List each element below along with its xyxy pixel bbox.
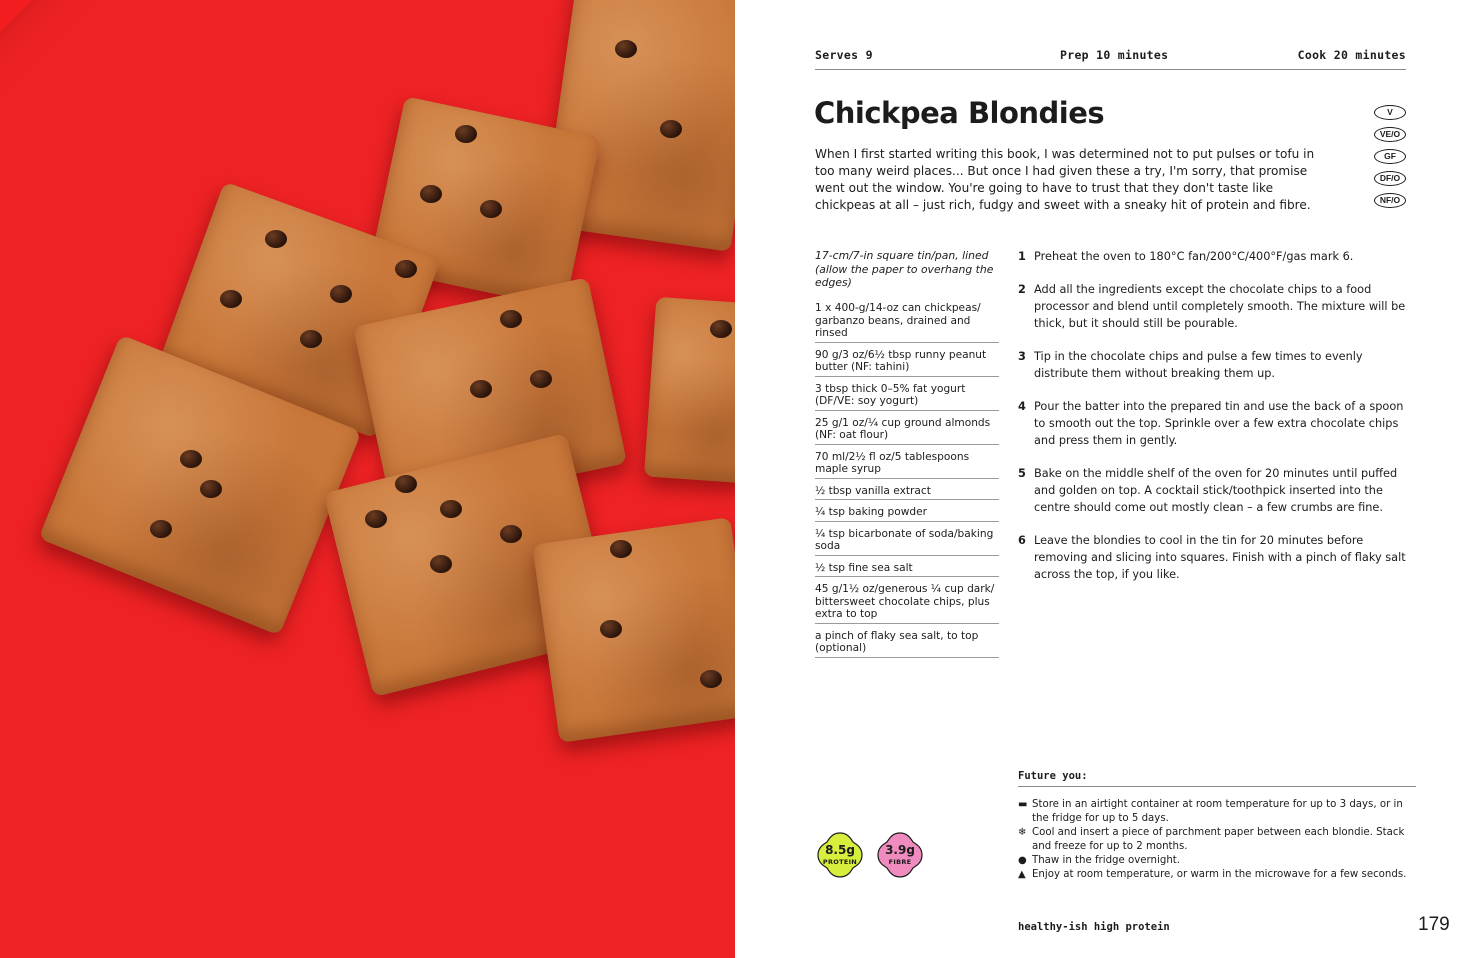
method-steps [1018, 248, 1408, 583]
chocolate-chip [420, 185, 442, 203]
step-number: 2 [1018, 283, 1026, 296]
chocolate-chip [330, 285, 352, 303]
chocolate-chip [430, 555, 452, 573]
step-number: 4 [1018, 400, 1026, 413]
container-icon: ▬ [1018, 799, 1028, 810]
thawing-tip [1018, 854, 1418, 868]
thawing-tip-text: Thaw in the fridge overnight. [1032, 855, 1181, 866]
chocolate-chip [440, 500, 462, 518]
fibre-value: 3.9g [885, 843, 915, 857]
snowflake-icon: ❄ [1018, 827, 1027, 838]
chocolate-chip [265, 230, 287, 248]
chocolate-chip [300, 330, 322, 348]
diet-badges [1374, 105, 1406, 215]
ingredient-item: 70 ml/2½ fl oz/5 tablespoons maple syrup [815, 449, 999, 479]
chocolate-chip [530, 370, 552, 388]
chocolate-chip [150, 520, 172, 538]
ingredient-item: 3 tbsp thick 0–5% fat yogurt (DF/VE: soy yogurt) [815, 381, 999, 411]
step-text: Tip in the chocolate chips and pulse a few times to evenly distribute them without breaking them up. [1034, 350, 1363, 380]
chocolate-chip [500, 525, 522, 543]
protein-badge [815, 830, 865, 880]
chocolate-chip [395, 475, 417, 493]
chocolate-chip [365, 510, 387, 528]
chocolate-chip [180, 450, 202, 468]
fibre-label: FIBRE [888, 858, 912, 866]
chocolate-chip [455, 125, 477, 143]
ingredient-item: 1 x 400-g/14-oz can chickpeas/ garbanzo beans, drained and rinsed [815, 300, 999, 343]
method-step [1018, 248, 1408, 265]
page-number: 179 [1418, 914, 1450, 935]
diet-badge-vegetarian: V [1374, 105, 1406, 120]
step-text: Leave the blondies to cool in the tin for 20 minutes before removing and slicing into squares. Finish with a pinch of flaky salt across the top, if you like. [1034, 534, 1406, 581]
equipment-note: 17-cm/7-in square tin/pan, lined (allow the paper to overhang the edges) [815, 249, 994, 289]
chocolate-chip [615, 40, 637, 58]
step-number: 5 [1018, 467, 1026, 480]
freezing-tip-text: Cool and insert a piece of parchment paper between each blondie. Stack and freeze for up to 2 months. [1032, 827, 1405, 852]
serves-label: Serves 9 [815, 48, 873, 62]
cook-time-label: Cook 20 minutes [1297, 48, 1406, 62]
step-text: Add all the ingredients except the chocolate chips to a food processor and blend until completely smooth. The mixture will be thick, but it should still be pourable. [1034, 283, 1406, 330]
storage-tip [1018, 798, 1418, 826]
method-step [1018, 465, 1408, 516]
ingredient-item: ½ tsp fine sea salt [815, 560, 999, 578]
droplet-icon: ● [1018, 855, 1027, 866]
ingredient-item: 90 g/3 oz/6½ tbsp runny peanut butter (NF: tahini) [815, 347, 999, 377]
ingredient-item: ¼ tsp bicarbonate of soda/baking soda [815, 526, 999, 556]
chocolate-chip [710, 320, 732, 338]
ingredient-item: 45 g/1½ oz/generous ¼ cup dark/ bittersweet chocolate chips, plus extra to top [815, 581, 999, 624]
recipe-meta-row [815, 47, 1406, 70]
step-text: Bake on the middle shelf of the oven for 20 minutes until puffed and golden on top. A cocktail stick/toothpick inserted into the centre should come out mostly clean – a few crumbs are fine. [1034, 467, 1398, 514]
protein-label: PROTEIN [822, 858, 858, 866]
chocolate-chip [220, 290, 242, 308]
step-number: 1 [1018, 250, 1026, 263]
chocolate-chip [660, 120, 682, 138]
diet-badge-vegan-option: VE/O [1374, 127, 1406, 142]
diet-badge-gluten-free: GF [1374, 149, 1406, 164]
diet-badge-nut-free-option: NF/O [1374, 193, 1406, 208]
step-text: Pour the batter into the prepared tin and use the back of a spoon to smooth out the top. Sprinkle over a few extra chocolate chips and press them in gently. [1034, 400, 1404, 447]
recipe-title: Chickpea Blondies [814, 96, 1105, 130]
blondie-square [532, 517, 735, 743]
chocolate-chip [480, 200, 502, 218]
ingredient-item: a pinch of flaky sea salt, to top (optional) [815, 628, 999, 658]
diet-badge-dairy-free-option: DF/O [1374, 171, 1406, 186]
fibre-badge [875, 830, 925, 880]
chocolate-chip [700, 670, 722, 688]
method-step [1018, 348, 1408, 382]
ingredient-item: 25 g/1 oz/¼ cup ground almonds (NF: oat flour) [815, 415, 999, 445]
step-number: 3 [1018, 350, 1026, 363]
chocolate-chip [470, 380, 492, 398]
reheating-tip-text: Enjoy at room temperature, or warm in the microwave for a few seconds. [1032, 869, 1407, 880]
chocolate-chip [395, 260, 417, 278]
book-title-footer: healthy-ish high protein [1018, 921, 1170, 933]
reheating-tip [1018, 868, 1418, 882]
recipe-intro: When I first started writing this book, I was determined not to put pulses or tofu in too many weird places... But once I had given these a try, I'm sorry, that promise went out the window. You're going to have to trust that they don't taste like chickpeas at all – just rich, fudgy and sweet with a sneaky hit of protein and fibre. [815, 147, 1315, 212]
future-you-heading: Future you: [1018, 770, 1416, 787]
prep-time-label: Prep 10 minutes [1060, 48, 1169, 62]
ingredient-item: ½ tbsp vanilla extract [815, 483, 999, 501]
chocolate-chip [200, 480, 222, 498]
protein-value: 8.5g [825, 843, 855, 857]
ingredient-list [815, 300, 999, 662]
chocolate-chip [600, 620, 622, 638]
flame-icon: ▲ [1018, 869, 1026, 880]
step-number: 6 [1018, 534, 1026, 547]
chocolate-chip [500, 310, 522, 328]
method-step [1018, 532, 1408, 583]
future-you-list [1018, 798, 1418, 882]
storage-tip-text: Store in an airtight container at room temperature for up to 3 days, or in the fridge for up to 5 days. [1032, 799, 1403, 824]
method-step [1018, 398, 1408, 449]
ingredient-item: ¼ tsp baking powder [815, 504, 999, 522]
method-step [1018, 281, 1408, 332]
freezing-tip [1018, 826, 1418, 854]
step-text: Preheat the oven to 180°C fan/200°C/400°F/gas mark 6. [1034, 250, 1354, 263]
chocolate-chip [610, 540, 632, 558]
